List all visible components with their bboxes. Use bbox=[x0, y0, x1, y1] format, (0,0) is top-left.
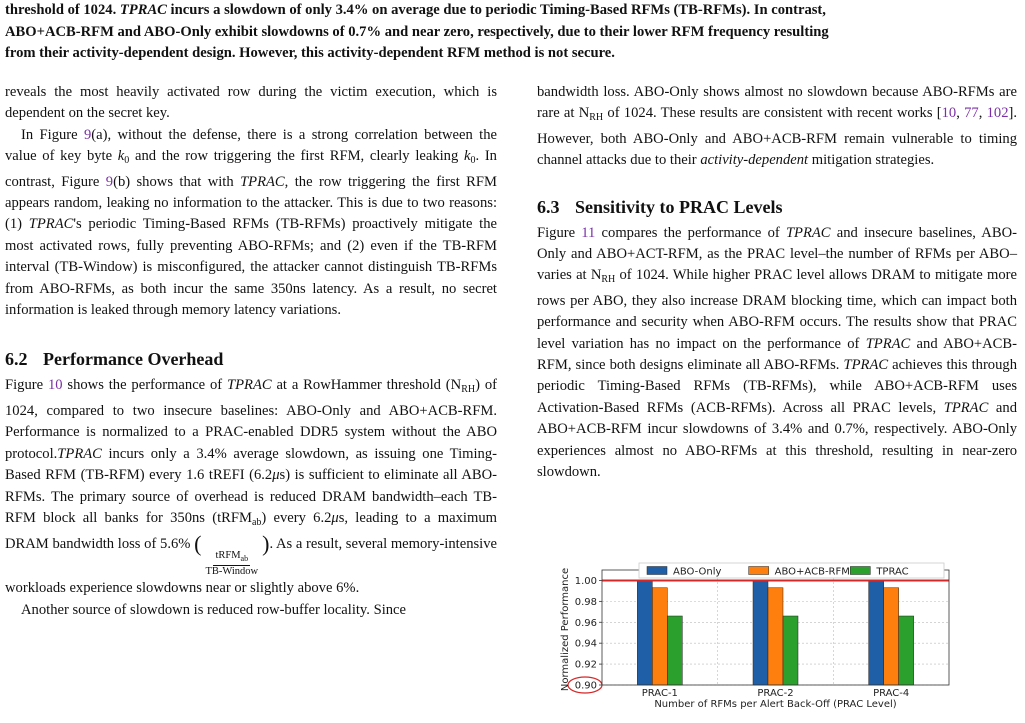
left-column bbox=[5, 82, 497, 621]
bar-abo-only bbox=[753, 580, 768, 685]
caption-tprac: TPRAC bbox=[119, 2, 167, 18]
citation-link[interactable]: 102 bbox=[986, 105, 1009, 122]
y-tick-label: 0.98 bbox=[574, 596, 597, 608]
caption-line-1 bbox=[5, 0, 1017, 22]
x-tick-label: PRAC-4 bbox=[873, 688, 910, 699]
paragraph: Figure 11 compares the performance of TPRAC and insecure baselines, ABO-Only and ABO+ACT-RFM, as the PRAC level–the number of RFMs per ABO–varies at $N_{RH}$ of 1024. While higher PRAC level allows DRAM to mitigate more rows per ABO, they also increase DRAM blocking time, which can impact both performance and security when ABO-RFM occurs. The results show that PRAC level variation has no impact on the performance of TPRAC and ABO+ACB-RFM, since both designs eliminate all ABO-RFMs. TPRAC achieves this through periodic Timing-Based RFMs (TB-RFMs), while ABO+ACB-RFM uses Activation-Based RFMs (ACB-RFMs). Across all PRAC levels, TPRAC and ABO+ACB-RFM incur slowdowns of 3.4% and 0.7%, respectively. ABO-Only experiences almost no ABO-RFMs at this threshold, resulting in near-zero slowdown. bbox=[537, 224, 1017, 481]
bar-tprac bbox=[899, 616, 914, 685]
y-axis-label: Normalized Performance bbox=[560, 567, 571, 692]
figure-ref-link[interactable]: 10 bbox=[47, 377, 63, 394]
section-heading-6-2: 6.2 Performance Overhead bbox=[5, 349, 224, 370]
bandwidth-fraction: $\frac{tRFM_{ab}}{\text{TB-Window}}$ bbox=[205, 550, 259, 578]
paragraph: In Figure 9(a), without the defense, there is a strong correlation between the value of key byte $k_0$ and the row triggering the first RFM, clearly leaking $k_0$. In contrast, Figure 9(b) shows that with TPRAC, the row triggering the first RFM appears random, leaking no information to the attacker. This is due to two reasons: (1) TPRAC's periodic Timing-Based RFMs (TB-RFMs) proactively mitigate the most activated rows, fully preventing ABO-RFMs; and (2) even if the TB-RFM interval (TB-Window) is misconfigured, the attacker cannot distinguish TB-RFMs from ABO-RFMs, as both incur the same 350ns latency. As a result, no secret information is leaked through memory latency variations. bbox=[5, 126, 498, 319]
y-tick-label: 0.92 bbox=[574, 659, 597, 671]
legend-label: ABO+ACB-RFM bbox=[774, 566, 850, 578]
legend-swatch bbox=[749, 567, 769, 575]
paragraph: Figure 10 shows the performance of TPRAC at a RowHammer threshold $(N_{RH})$ of 1024, compared to two insecure baselines: ABO-Only and ABO+ACB-RFM. Performance is normalized to a PRAC-enabled DDR5 system without the ABO protocol.TPRAC incurs only a 3.4% average slowdown, as issuing one Timing-Based RFM (TB-RFM) every 1.6 tREFI (6.2μs) is sufficient to eliminate all ABO-RFMs. The primary source of overhead is reduced DRAM bandwidth–each TB-RFM block all banks for 350ns (tRFM$_{ab}$) every 6.2μs, leading to a maximum DRAM bandwidth loss of 5.6% ( $\frac{tRFM_{ab}}{\text{TB-Window}}$ ). As a result, several memory-intensive workloads experience slowdowns near or slightly above 6%. bbox=[5, 377, 497, 597]
bar-abo-only bbox=[637, 580, 652, 685]
right-column bbox=[537, 82, 1017, 484]
y-tick-label: 0.94 bbox=[574, 638, 597, 650]
caption-line-2: ABO+ACB-RFM and ABO-Only exhibit slowdowns of 0.7% and near zero, respectively, due to their lower RFM frequency resulting bbox=[5, 23, 829, 40]
figure-caption bbox=[5, 0, 1017, 65]
paragraph: bandwidth loss. ABO-Only shows almost no slowdown because ABO-RFMs are rare at $N_{RH}$ of 1024. These results are consistent with recent works [10, 77, 102]. However, both ABO-Only and ABO+ACB-RFM remain vulnerable to timing channel attacks due to their activity-dependent mitigation strategies. bbox=[537, 84, 1018, 169]
bar-abo-acb-rfm bbox=[652, 588, 667, 685]
figure-ref-link[interactable]: 9 bbox=[84, 126, 92, 143]
paragraph: Another source of slowdown is reduced row-buffer locality. Since bbox=[21, 601, 407, 618]
citation-link[interactable]: 77 bbox=[964, 105, 979, 122]
figure-ref-link[interactable]: 11 bbox=[581, 224, 596, 241]
y-tick-label: 0.96 bbox=[574, 617, 597, 629]
figure-ref-link[interactable]: 9 bbox=[105, 173, 114, 190]
bar-tprac bbox=[667, 616, 682, 685]
y-tick-label: 1.00 bbox=[574, 575, 597, 587]
x-tick-label: PRAC-2 bbox=[757, 688, 794, 699]
performance-bar-chart bbox=[557, 562, 957, 720]
paragraph: reveals the most heavily activated row during the victim execution, which is dependent on the secret key. bbox=[5, 84, 497, 122]
caption-line-3: from their activity-dependent design. However, this activity-dependent RFM method is not secure. bbox=[5, 45, 615, 61]
legend-label: ABO-Only bbox=[673, 566, 722, 578]
bar-tprac bbox=[783, 616, 798, 685]
caption-text: incurs a slowdown of only 3.4% on average due to periodic Timing-Based RFMs (TB-RFMs). In contrast, bbox=[166, 2, 826, 18]
legend-swatch bbox=[647, 567, 667, 575]
legend-swatch bbox=[850, 567, 870, 575]
bar-abo-acb-rfm bbox=[768, 588, 783, 685]
x-tick-label: PRAC-1 bbox=[641, 688, 678, 699]
bar-abo-only bbox=[869, 580, 884, 685]
section-heading-6-3: 6.3 Sensitivity to PRAC Levels bbox=[537, 196, 783, 217]
citation-link[interactable]: 10 bbox=[941, 105, 957, 122]
x-axis-label: Number of RFMs per Alert Back-Off (PRAC Level) bbox=[654, 699, 897, 710]
y-tick-label: 0.90 bbox=[574, 680, 597, 692]
legend-label: TPRAC bbox=[876, 566, 909, 578]
bar-abo-acb-rfm bbox=[884, 588, 899, 685]
caption-text: threshold of 1024. bbox=[5, 2, 120, 18]
